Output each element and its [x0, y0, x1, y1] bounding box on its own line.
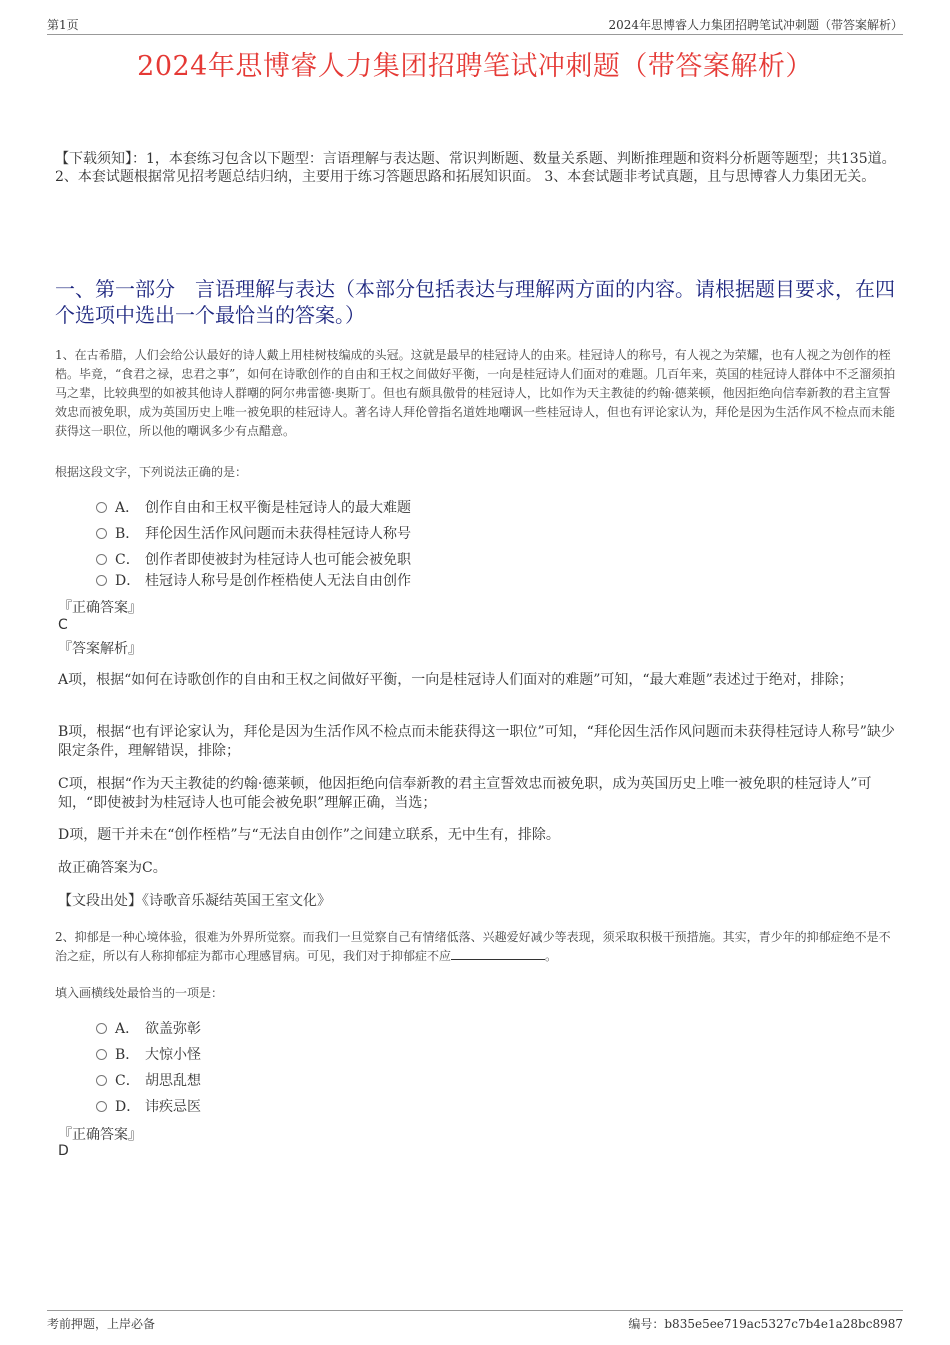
radio-icon[interactable]	[96, 502, 107, 513]
radio-icon[interactable]	[96, 1023, 107, 1034]
page-title: 2024年思博睿人力集团招聘笔试冲刺题（带答案解析）	[137, 51, 813, 82]
question-1-option-a[interactable]: A． 创作自由和王权平衡是桂冠诗人的最大难题	[96, 497, 411, 517]
document-id: 编号：b835e5ee719ac5327c7b4e1a28bc8987	[628, 1317, 903, 1331]
question-1-option-d[interactable]: D． 桂冠诗人称号是创作桎梏使人无法自由创作	[96, 570, 411, 590]
analysis-label: 『答案解析』	[58, 641, 142, 657]
header-doc-title: 2024年思博睿人力集团招聘笔试冲刺题（带答案解析）	[608, 18, 903, 32]
page-number: 第1页	[47, 18, 79, 32]
analysis-a: A项，根据“如何在诗歌创作的自由和王权之间做好平衡，一向是桂冠诗人们面对的难题”可知，“最大难题”表述过于绝对，排除；	[58, 672, 853, 688]
correct-answer: C	[58, 617, 68, 633]
answer-label-2: 『正确答案』	[58, 1127, 142, 1143]
page-footer	[47, 1310, 903, 1335]
analysis-d: D项，题干并未在“创作桎梏”与“无法自由创作”之间建立联系，无中生有，排除。	[58, 827, 560, 843]
analysis-conclusion: 故正确答案为C。	[58, 860, 167, 876]
radio-icon[interactable]	[96, 528, 107, 539]
radio-icon[interactable]	[96, 575, 107, 586]
answer-label: 『正确答案』	[58, 600, 142, 616]
radio-icon[interactable]	[96, 1049, 107, 1060]
download-notice: 【下载须知】：1，本套练习包含以下题型：言语理解与表达题、常识判断题、数量关系题、判断推理题和资料分析题等题型；共135道。 2、本套试题根据常见招考题总结归纳，主要用于练习答题思路和拓展知识面。 3、本套试题非考试真题，且与思博睿人力集团无关。	[55, 151, 896, 185]
question-1-passage: 1、在古希腊，人们会给公认最好的诗人戴上用桂树枝编成的头冠。这就是最早的桂冠诗人的由来。桂冠诗人的称号，有人视之为荣耀，也有人视之为创作的桎梏。毕竟，“食君之禄，忠君之事”，如何在诗歌创作的自由和王权之间做好平衡，一向是桂冠诗人们面对的难题。几百年来，英国的桂冠诗人群体中不乏溜须拍马之辈，比较典型的如被其他诗人群嘲的阿尔弗雷德·奥斯丁。但也有颇具傲骨的桂冠诗人，比如作为天主教徒的约翰·德莱顿，他因拒绝向信奉新教的君主宣誓效忠而被免职，成为英国历史上唯一被免职的桂冠诗人。著名诗人拜伦曾指名道姓地嘲讽一些桂冠诗人，但也有评论家认为，拜伦是因为生活作风不检点而未能获得这一职位，所以他的嘲讽多少有点醋意。	[55, 348, 896, 438]
question-2-option-c[interactable]: C． 胡思乱想	[96, 1070, 201, 1090]
radio-icon[interactable]	[96, 554, 107, 565]
question-2-prompt: 填入画横线处最恰当的一项是：	[55, 986, 224, 1000]
page-header	[47, 14, 903, 35]
question-2-option-d[interactable]: D． 讳疾忌医	[96, 1096, 201, 1116]
footer-slogan: 考前押题，上岸必备	[47, 1317, 156, 1331]
question-2-option-b[interactable]: B． 大惊小怪	[96, 1044, 201, 1064]
question-1-option-b[interactable]: B． 拜伦因生活作风问题而未获得桂冠诗人称号	[96, 523, 411, 543]
question-1-option-c[interactable]: C． 创作者即使被封为桂冠诗人也可能会被免职	[96, 549, 411, 569]
analysis-c: C项，根据“作为天主教徒的约翰·德莱顿，他因拒绝向信奉新教的君主宣誓效忠而被免职，成为英国历史上唯一被免职的桂冠诗人”可知，“即使被封为桂冠诗人也可能会被免职”理解正确，当选；	[58, 776, 872, 811]
analysis-b: B项，根据“也有评论家认为，拜伦是因为生活作风不检点而未能获得这一职位”可知，“拜伦因生活作风问题而未获得桂冠诗人称号”缺少限定条件，理解错误，排除；	[58, 724, 895, 759]
question-2-passage: 2、抑郁是一种心境体验，很难为外界所觉察。而我们一旦觉察自己有情绪低落、兴趣爱好减少等表现，须采取积极干预措施。其实，青少年的抑郁症绝不是不治之症，所以有人称抑郁症为都市心理感冒病。可见，我们对于抑郁症不应 。	[55, 930, 891, 963]
radio-icon[interactable]	[96, 1075, 107, 1086]
passage-source: 【文段出处】《诗歌音乐凝结英国王室文化》	[58, 893, 331, 909]
fill-blank	[451, 949, 545, 960]
section-title: 一、第一部分 言语理解与表达（本部分包括表达与理解两方面的内容。请根据题目要求，在四个选项中选出一个最恰当的答案。）	[55, 277, 895, 327]
radio-icon[interactable]	[96, 1101, 107, 1112]
question-2-option-a[interactable]: A． 欲盖弥彰	[96, 1018, 201, 1038]
correct-answer-2: D	[58, 1143, 69, 1159]
question-1-prompt: 根据这段文字，下列说法正确的是：	[55, 465, 248, 479]
